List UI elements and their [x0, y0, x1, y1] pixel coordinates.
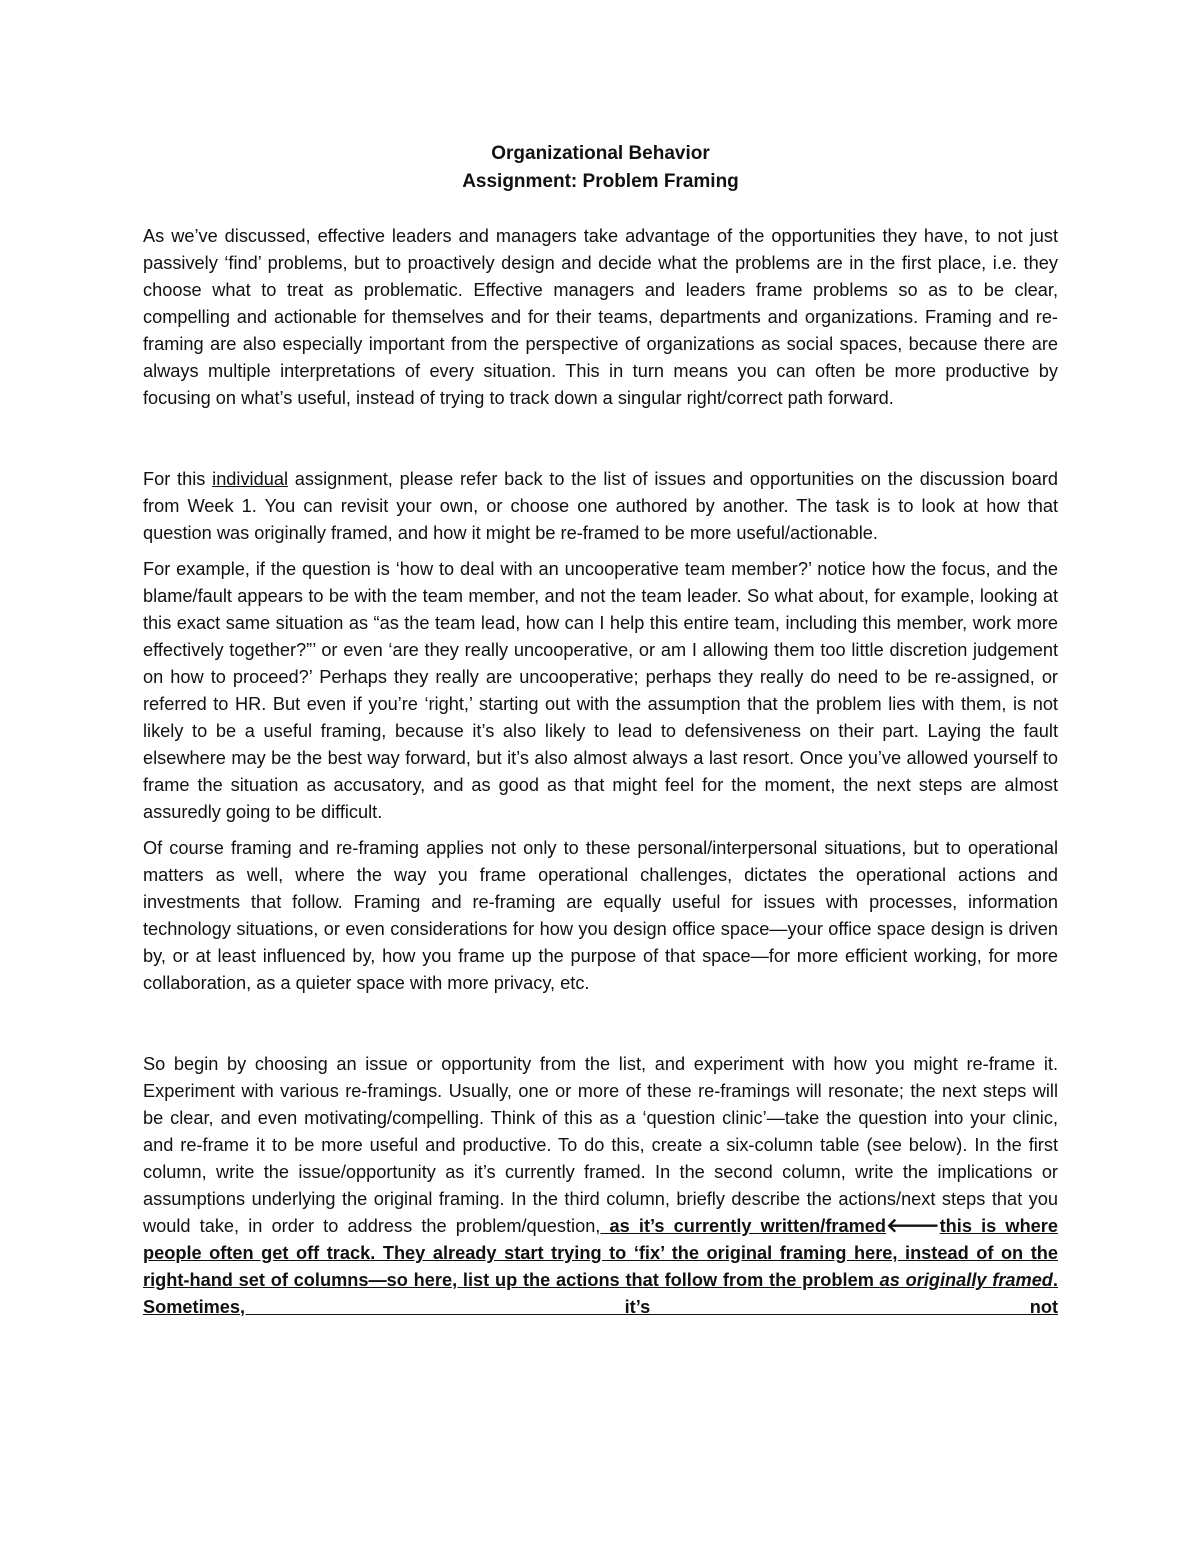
left-arrow-icon: 🡐: [885, 1215, 940, 1237]
assignment-text-start: For this: [143, 469, 213, 489]
instructions-emphasis-2: this is where people often get off track. They already start trying to ‘fix’ the original framing here, instead of on the right-hand set of columns—so here, list up the actions that follow from the problem: [143, 1216, 1058, 1290]
paragraph-operational: Of course framing and re-framing applies not only to these personal/interpersonal situations, but to operational matters as well, where the way you frame operational challenges, dictates the operational actions and investments that follow. Framing and re-framing are equally useful for issues with processes, information technology situations, or even considerations for how you design office space—your office space design is driven by, or at least influenced by, how you frame up the purpose of that space—for more efficient working, for more collaboration, as a quieter space with more privacy, etc.: [143, 838, 1058, 993]
paragraph-example: For example, if the question is ‘how to deal with an uncooperative team member?’ notice how the focus, and the blame/fault appears to be with the team member, and not the team leader. So what about, for example, looking at this exact same situation as “as the team lead, how can I help this entire team, including this member, work more effectively together?”’ or even ‘are they really uncooperative, or am I allowing them too little discretion judgement on how to proceed?’ Perhaps they really are uncooperative; perhaps they really do need to be re-assigned, or referred to HR. But even if you’re ‘right,’ starting out with the assumption that the problem lies with them, is not likely to be a useful framing, because it’s also likely to lead to defensiveness on their part. Laying the fault elsewhere may be the best way forward, but it’s also almost always a last resort. Once you’ve allowed yourself to frame the situation as accusatory, and as good as that might feel for the moment, the next steps are almost assuredly going to be difficult.: [143, 559, 1058, 822]
instructions-emphasis-1: as it’s currently written/framed: [600, 1216, 886, 1236]
instructions-emphasis-italic: as originally framed: [879, 1270, 1053, 1290]
assignment-emphasis: individual: [212, 469, 288, 489]
document-title: Organizational Behavior: [491, 143, 710, 164]
instructions-text: So begin by choosing an issue or opportunity from the list, and experiment with how you might re-frame it. Experiment with various re-framings. Usually, one or more of these re-framings will resonate; the next steps will be clear, and even motivating/compelling. Think of this as a ‘question clinic’—take the question into your clinic, and re-frame it to be more useful and productive. To do this, create a six-column table (see below). In the first column, write the issue/opportunity as it’s currently framed. In the second column, write the implications or assumptions underlying the original framing. In the third column, briefly describe the actions/next steps that you would take, in order to address the problem/question,: [143, 1054, 1058, 1236]
document-subtitle: Assignment: Problem Framing: [462, 171, 739, 192]
document-body: [143, 140, 1058, 1321]
assignment-text-end: assignment, please refer back to the list of issues and opportunities on the discussion board from Week 1. You can revisit your own, or choose one authored by another. The task is to look at how that question was originally framed, and how it might be re-framed to be more useful/actionable.: [143, 469, 1058, 543]
instructions-emphasis-3: . Sometimes, it’s not: [143, 1270, 1058, 1317]
paragraph-intro: As we’ve discussed, effective leaders and managers take advantage of the opportunities they have, to not just passively ‘find’ problems, but to proactively design and decide what the problems are in the first place, i.e. they choose what to treat as problematic. Effective managers and leaders frame problems so as to be clear, compelling and actionable for themselves and for their teams, departments and organizations. Framing and re-framing are also especially important from the perspective of organizations as social spaces, because there are always multiple interpretations of every situation. This in turn means you can often be more productive by focusing on what’s useful, instead of trying to track down a singular right/correct path forward.: [143, 226, 1058, 408]
paragraph-assignment: [143, 466, 1058, 547]
paragraph-instructions: [143, 1051, 1058, 1321]
